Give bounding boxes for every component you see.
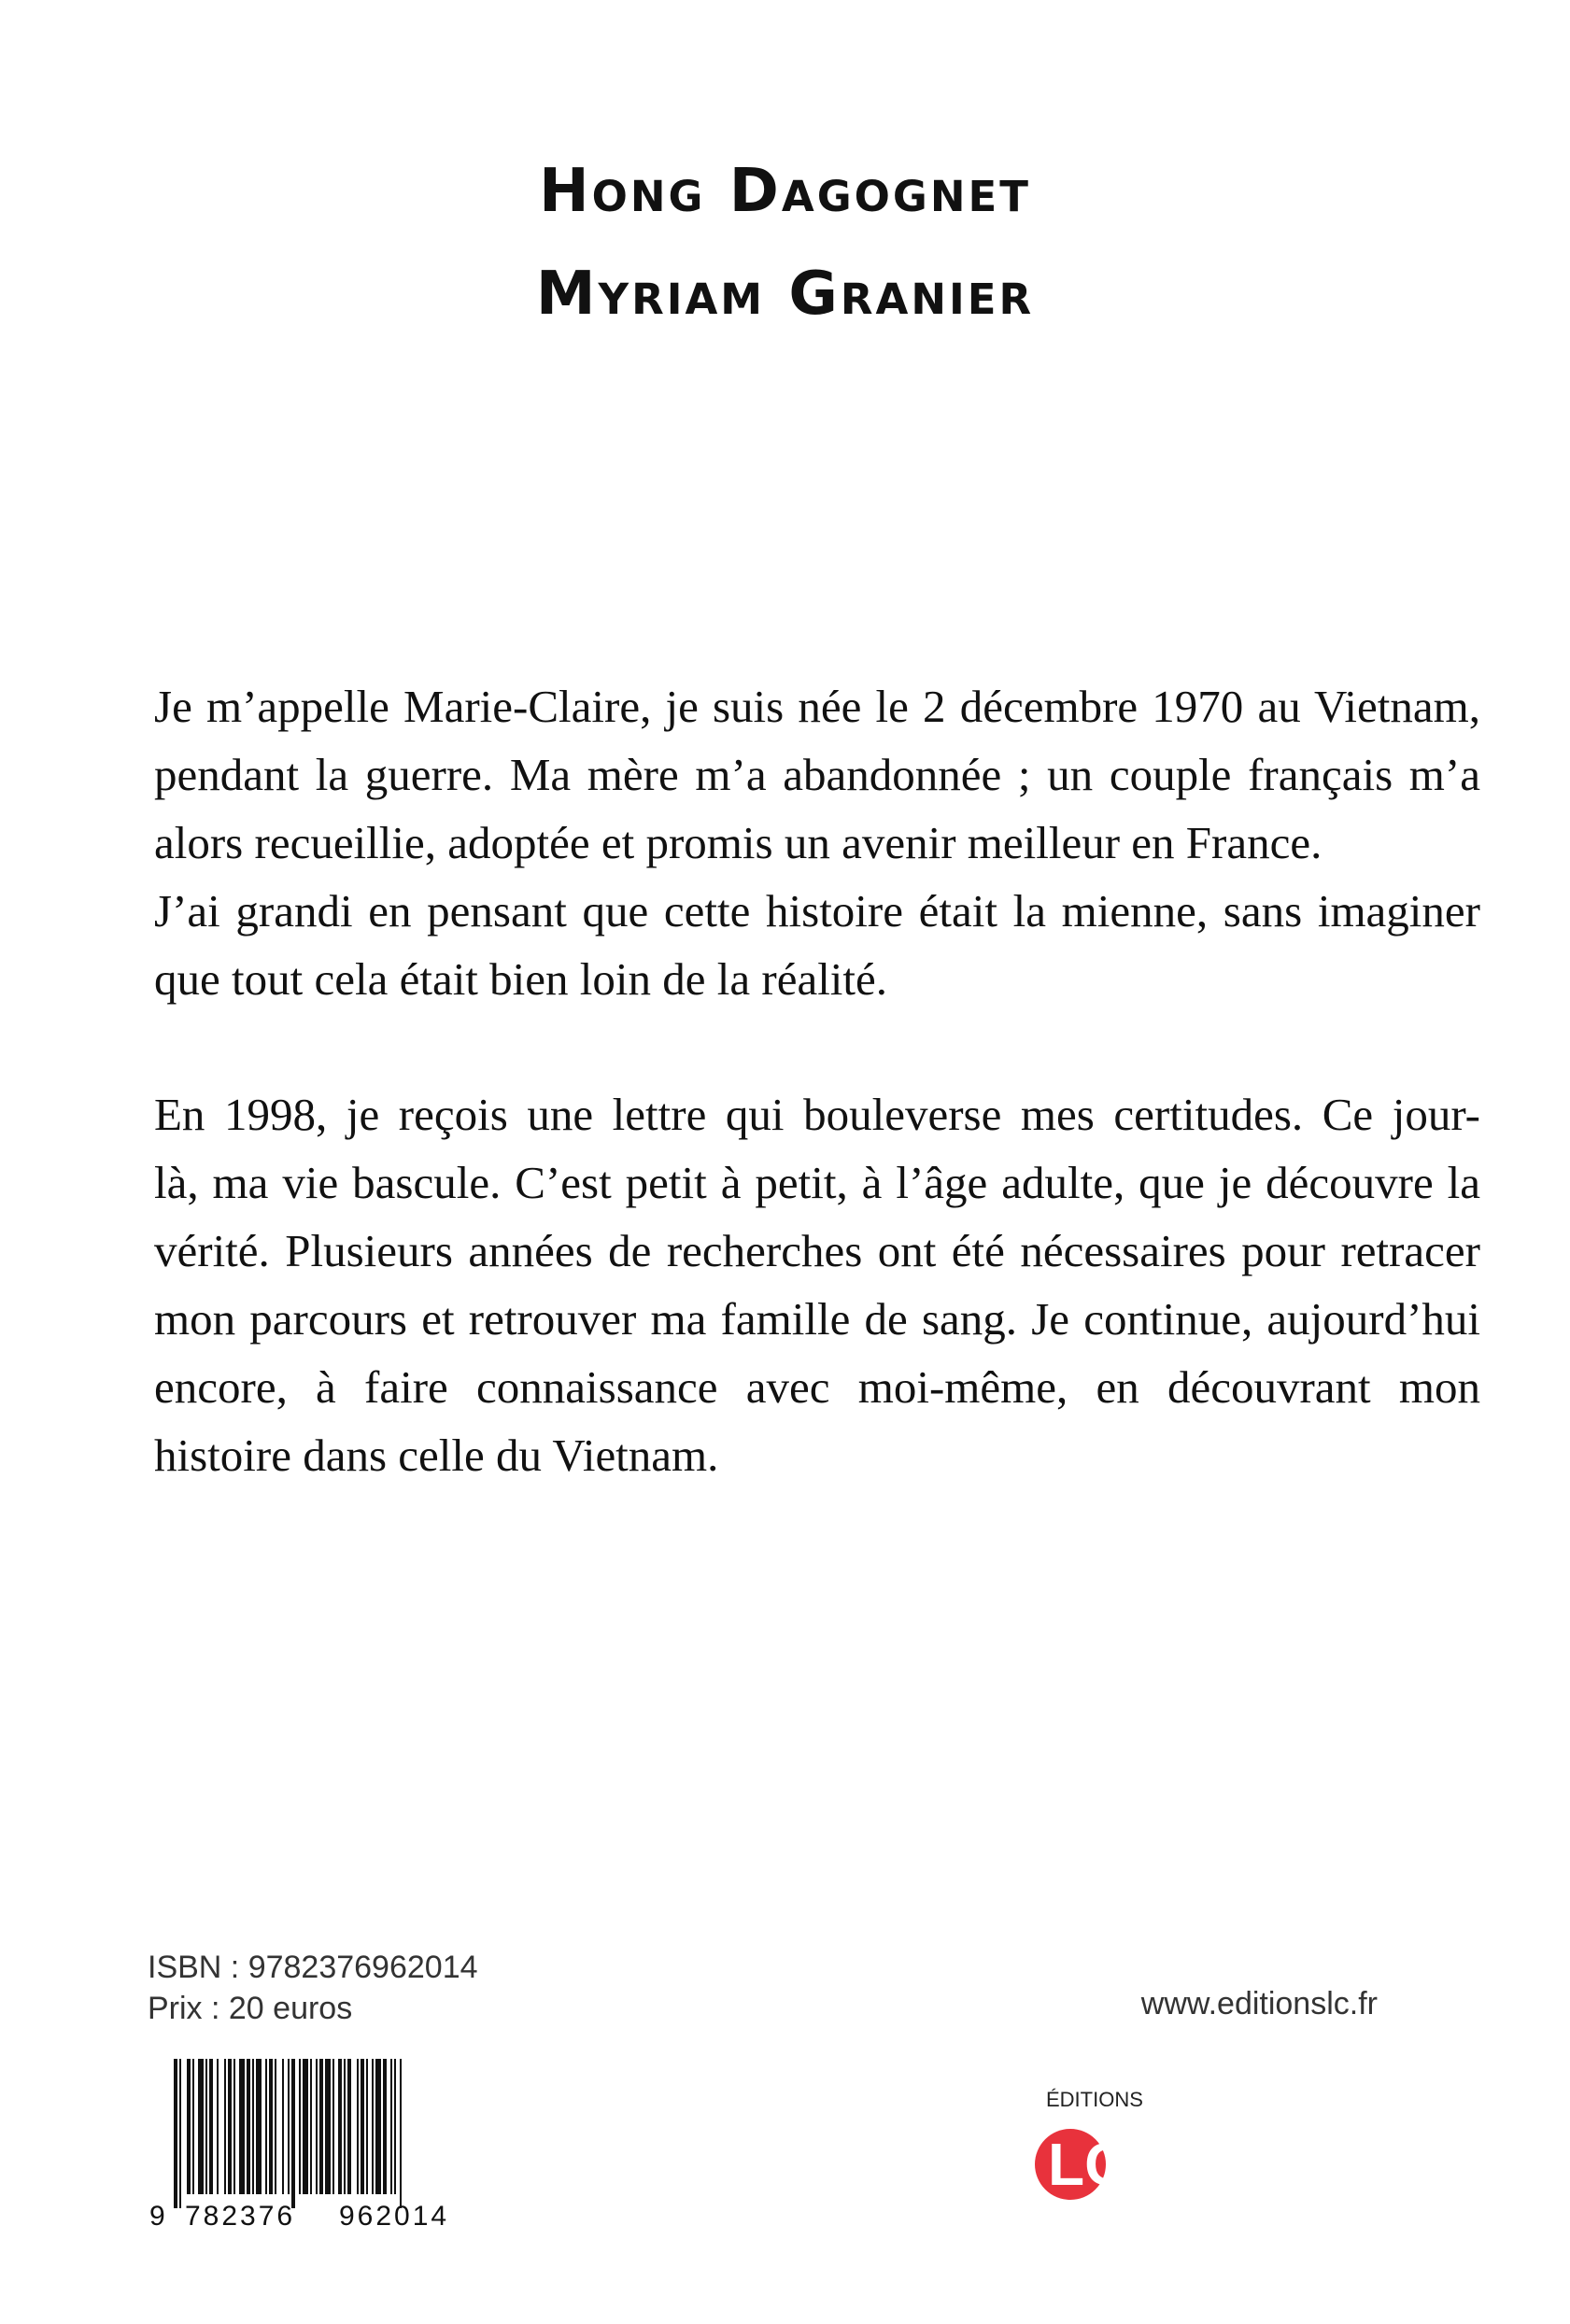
barcode-bar <box>217 2059 219 2194</box>
barcode-bar <box>310 2059 312 2194</box>
barcode-bar <box>383 2059 387 2194</box>
barcode-bars <box>174 2059 402 2208</box>
barcode-bar <box>291 2059 295 2208</box>
barcode-bar <box>224 2059 226 2194</box>
barcode-bar <box>205 2059 207 2194</box>
barcode-bar <box>303 2059 308 2194</box>
authors <box>0 140 1570 345</box>
barcode-bar <box>228 2059 232 2194</box>
blurb-line: vérité. Plusieurs années de recherches ont été nécessaires pour retracer <box>154 1225 1480 1276</box>
barcode-digits-right: 962014 <box>339 2201 450 2232</box>
barcode-bar <box>174 2059 177 2208</box>
isbn-text: ISBN : 9782376962014 <box>148 1950 478 1985</box>
logo-top-text: ÉDITIONS <box>1046 2088 1143 2111</box>
barcode-bar <box>366 2059 368 2194</box>
blurb-paragraph-2 <box>154 1080 1480 1489</box>
barcode-bar <box>338 2059 342 2194</box>
barcode-bar <box>179 2059 181 2208</box>
barcode-lead-digit: 9 <box>149 2201 165 2232</box>
blurb-line: mon parcours et retrouver ma famille de sang. Je continue, aujourd’hui <box>154 1293 1480 1345</box>
barcode-bar <box>325 2059 331 2194</box>
blurb-line: histoire dans celle du Vietnam. <box>154 1430 719 1481</box>
price-text: Prix : 20 euros <box>148 1991 353 2026</box>
publisher-website: www.editionslc.fr <box>1140 1986 1378 2021</box>
barcode-bar <box>375 2059 381 2194</box>
barcode-bar <box>347 2059 351 2194</box>
barcode-bar <box>316 2059 318 2194</box>
barcode-bar <box>288 2059 290 2194</box>
blurb-paragraph-1 <box>154 672 1480 1013</box>
barcode-bar <box>239 2059 245 2194</box>
back-cover-blurb <box>154 672 1480 1556</box>
barcode-bar <box>247 2059 250 2194</box>
barcode-bar <box>357 2059 359 2194</box>
isbn-barcode <box>148 2059 495 2232</box>
barcode-bar <box>394 2059 396 2194</box>
barcode-bar <box>372 2059 374 2194</box>
barcode-bar <box>252 2059 254 2194</box>
blurb-line: pendant la guerre. Ma mère m’a abandonnée ; un couple français m’a <box>154 749 1480 800</box>
barcode-bar <box>269 2059 273 2194</box>
book-meta <box>148 1947 478 2029</box>
barcode-bar <box>299 2059 301 2194</box>
barcode-bar <box>319 2059 323 2194</box>
blurb-line: Je m’appelle Marie-Claire, je suis née le 2 décembre 1970 au Vietnam, <box>154 681 1480 732</box>
barcode-bar <box>282 2059 284 2194</box>
barcode-bar <box>187 2059 191 2194</box>
barcode-bar <box>400 2059 402 2208</box>
author-name-1: Hong Dagognet <box>539 157 1031 226</box>
logo-letters: LC. <box>1048 2131 1145 2198</box>
barcode-bar <box>256 2059 262 2194</box>
blurb-line: encore, à faire connaissance avec moi-même, en découvrant mon <box>154 1361 1480 1413</box>
barcode-bar <box>209 2059 213 2194</box>
barcode-bar <box>192 2059 194 2194</box>
blurb-line: J’ai grandi en pensant que cette histoire était la mienne, sans imaginer <box>154 885 1480 937</box>
barcode-bar <box>332 2059 334 2194</box>
blurb-line: là, ma vie bascule. C’est petit à petit, à l’âge adulte, que je découvre la <box>154 1157 1480 1208</box>
barcode-bar <box>198 2059 204 2194</box>
blurb-line: alors recueillie, adoptée et promis un avenir meilleur en France. <box>154 817 1322 868</box>
blurb-line: que tout cela était bien loin de la réalité. <box>154 953 888 1005</box>
barcode-bar <box>275 2059 276 2194</box>
editions-lc-logo <box>1035 2082 1184 2204</box>
barcode-bar <box>233 2059 235 2194</box>
barcode-bar <box>265 2059 267 2194</box>
blurb-line: En 1998, je reçois une lettre qui bouleverse mes certitudes. Ce jour- <box>154 1089 1480 1140</box>
author-name-2: Myriam Granier <box>535 260 1035 329</box>
barcode-bar <box>390 2059 392 2194</box>
barcode-bar <box>361 2059 364 2194</box>
barcode-digits-left: 782376 <box>185 2201 296 2232</box>
barcode-bar <box>344 2059 346 2194</box>
